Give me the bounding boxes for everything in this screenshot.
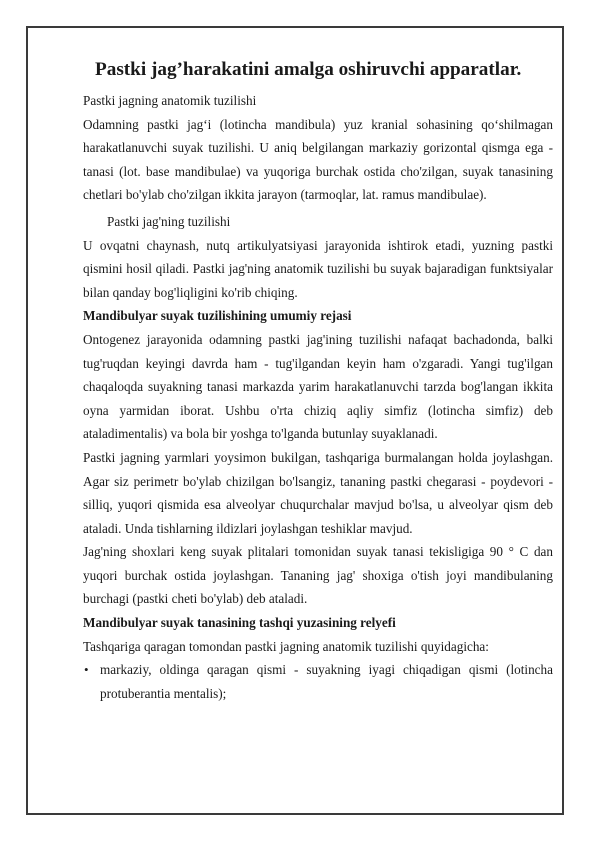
paragraph-outer-intro: Tashqariga qaragan tomondan pastki jagning anatomik tuzilishi quyidagicha:	[83, 638, 489, 654]
paragraph-definition: Odamning pastki jag‘i (lotincha mandibula) yuz kranial sohasining qo‘shilmagan harakatlanuvchi suyak tuzilishi. U aniq belgilangan markaziy gorizontal qismga ega - tanasi (lot. base mandibulae) va yuqoriga burchak ostida cho'zilgan, suyak tanasining chetlari bo'ylab cho'zilgan ikkita jarayon (tarmoqlar, lat. ramus mandibulae).	[83, 116, 553, 203]
document-title: Pastki jag’harakatini amalga oshiruvchi apparatlar.	[95, 59, 522, 80]
paragraph-ontogenesis: Ontogenez jarayonida odamning pastki jag'ining tuzilishi nafaqat bachadonda, balki tug'ruqdan keyingi davrda ham - tug'ilgandan keyin ham o'zgaradi. Yangi tug'ilgan chaqaloqda suyakning tanasi markazda yarim harakatlanuvchi tarzda bog'langan ikkita oyna yarmidan iborat. Ushbu o'rta chiziq aqliy simfiz (lotincha simfiz) deb ataladimentalis) va bola bir yoshga to'lganda butunlay suyaklanadi.	[83, 331, 553, 442]
bullet-icon: •	[84, 662, 89, 678]
paragraph-branches: Jag'ning shoxlari keng suyak plitalari tomonidan suyak tanasi tekisligiga 90 ° C dan yuqori burchak ostida joylashgan. Tananing jag' shoxiga o'tish joyi mandibulaning burchagi (pastki cheti bo'ylab) deb ataladi.	[83, 544, 553, 607]
list-item	[83, 658, 553, 705]
paragraph-function: U ovqatni chaynash, nutq artikulyatsiyasi jarayonida ishtirok etadi, yuzning pastki qismini hosil qiladi. Pastki jag'ning anatomik tuzilishi bu suyak bajaradigan funktsiyalar bilan qanday bog'liqligini ko'rib chiqing.	[83, 237, 553, 300]
heading-outer-surface: Mandibulyar suyak tanasining tashqi yuzasining relyefi	[83, 615, 396, 631]
paragraph-halves: Pastki jagning yarmlari yoysimon bukilgan, tashqariga burmalangan holda joylashgan. Agar siz perimetr bo'ylab chizilgan bo'lsangiz, tananing pastki chegarasi - poydevori - silliq, yuqori qismida esa alveolyar chuqurchalar mavjud bo'lsa, u alveolyar qism deb ataladi. Unda tishlarning ildizlari joylashgan teshiklar mavjud.	[83, 449, 553, 536]
heading-general-plan: Mandibulyar suyak tuzilishining umumiy rejasi	[83, 308, 352, 324]
list-item-text: markaziy, oldinga qaragan qismi - suyakning iyagi chiqadigan qismi (lotincha protuberantia mentalis);	[100, 662, 553, 701]
subheading-structure: Pastki jag'ning tuzilishi	[107, 213, 231, 229]
subheading-anatomy: Pastki jagning anatomik tuzilishi	[83, 93, 257, 108]
document-body	[83, 55, 553, 705]
bullet-list	[83, 658, 553, 705]
